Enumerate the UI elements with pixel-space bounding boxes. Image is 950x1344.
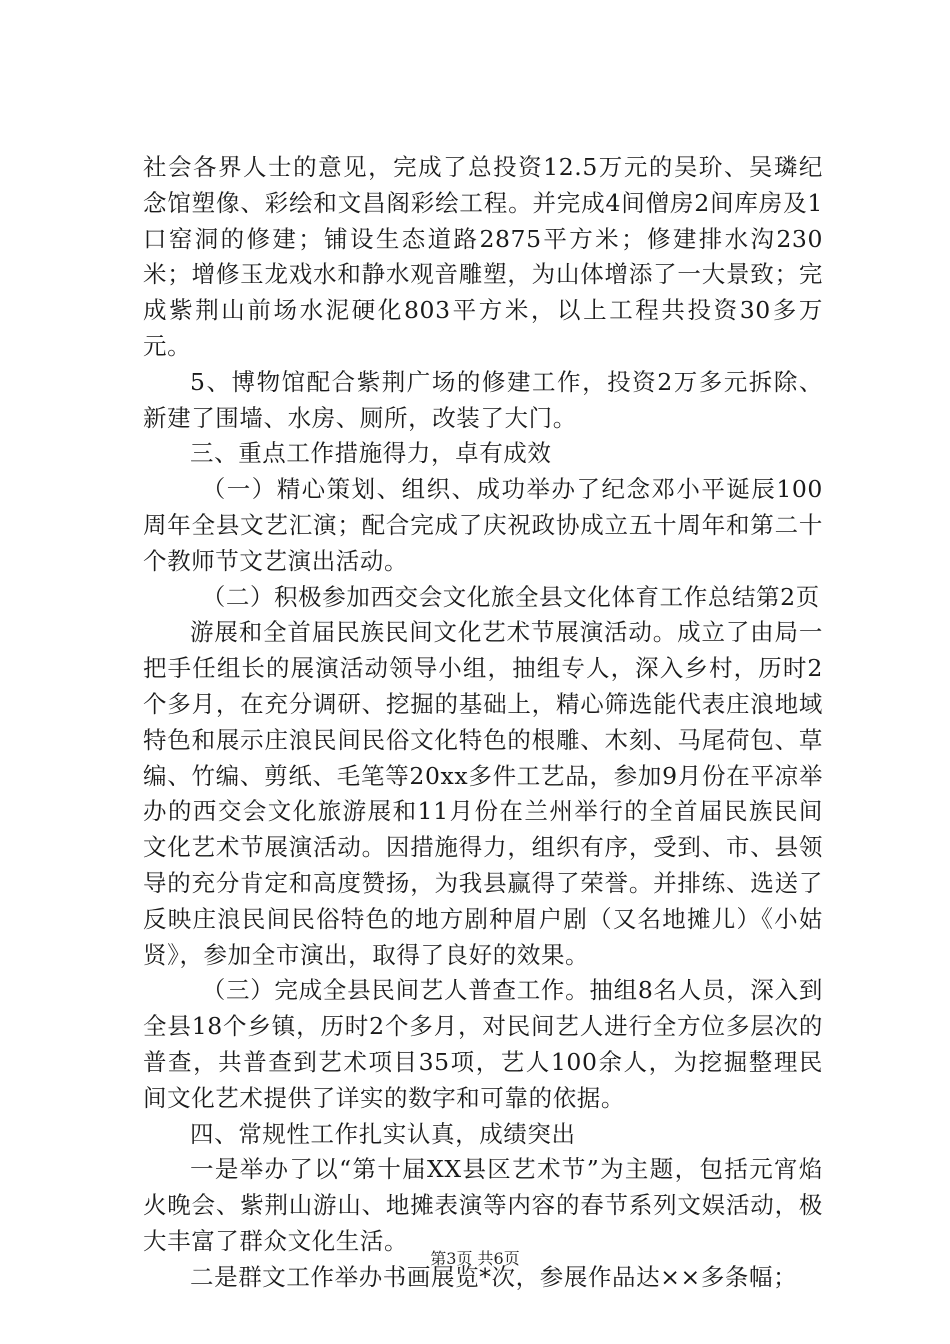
section-heading-routine-work: 四、常规性工作扎实认真，成绩突出 (190, 1119, 576, 1148)
section-heading-key-work: 三、重点工作措施得力，卓有成效 (190, 439, 552, 468)
paragraph-art-festival: 一是举办了以“第十届XX县区艺术节”为主题，包括元宵焰火晚会、紫荆山游山、地摊表演等内容的春节系列文娱活动，极大丰富了群众文化生活。 (143, 1155, 823, 1255)
paragraph-art-performance: （一）精心策划、组织、成功举办了纪念邓小平诞辰100周年全县文艺汇演；配合完成了庆祝政协成立五十周年和第二十个教师节文艺演出活动。 (143, 475, 823, 575)
paragraph-folk-artist-survey: （三）完成全县民间艺人普查工作。抽组8名人员，深入到全县18个乡镇，历时2个多月，对民间艺人进行全方位多层次的普查，共普查到艺术项目35项，艺人100余人，为挖掘整理民间文化艺术提供了详实的数字和可靠的依据。 (143, 976, 823, 1112)
paragraph-investment-details: 社会各界人士的意见，完成了总投资12.5万元的吴玠、吴璘纪念馆塑像、彩绘和文昌阁彩绘工程。并完成4间僧房2间库房及1口窑洞的修建；铺设生态道路2875平方米；修建排水沟230米；增修玉龙戏水和静水观音雕塑，为山体增添了一大景致；完成紫荆山前场水泥硬化803平方米，以上工程共投资30多万元。 (143, 153, 823, 360)
paragraph-folk-art-exhibition: 游展和全首届民族民间文化艺术节展演活动。成立了由局一把手任组长的展演活动领导小组，抽组专人，深入乡村，历时2个多月，在充分调研、挖掘的基础上，精心筛选能代表庄浪地域特色和展示庄浪民间民俗文化特色的根雕、木刻、马尾荷包、草编、竹编、剪纸、毛笔等20xx多件工艺品，参加9月份在平凉举办的西交会文化旅游展和11月份在兰州举行的全首届民族民间文化艺术节展演活动。因措施得力，组织有序，受到、市、县领导的充分肯定和高度赞扬，为我县赢得了荣誉。并排练、选送了反映庄浪民间民俗特色的地方剧种眉户剧（又名地摊儿）《小姑贤》，参加全市演出，取得了良好的效果。 (143, 618, 823, 969)
paragraph-museum-repair: 5、博物馆配合紫荆广场的修建工作，投资2万多元拆除、新建了围墙、水房、厕所，改装了大门。 (143, 367, 823, 432)
paragraph-expo-participation: （二）积极参加西交会文化旅全县文化体育工作总结第2页 (201, 582, 820, 611)
page-footer: 第3页 共6页 (430, 1249, 520, 1268)
paragraph-calligraphy-exhibition: 二是群文工作举办书画展览*次，参展作品达××多条幅； (190, 1262, 798, 1291)
document-body (143, 150, 823, 1296)
